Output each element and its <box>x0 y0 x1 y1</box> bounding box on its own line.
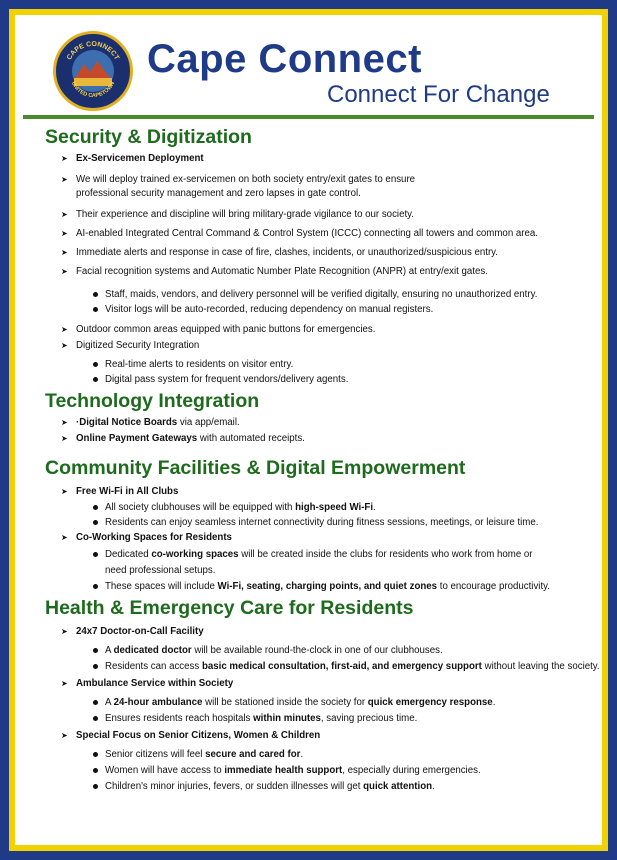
arrow-bullet-icon: ➤ <box>61 210 68 219</box>
item-bold-text: immediate health support <box>224 765 343 776</box>
item-bold-text: quick emergency response <box>367 697 493 708</box>
flyer-content <box>45 123 600 794</box>
item-text: These spaces will include <box>105 581 218 592</box>
item-text: A <box>105 645 114 656</box>
item-text: Digitized Security Integration <box>76 340 200 351</box>
item-text: Dedicated <box>105 549 152 560</box>
item-text: Ensures residents reach hospitals <box>105 713 254 724</box>
list-item <box>45 265 588 279</box>
item-bold-text: co-working spaces <box>151 549 239 560</box>
item-text: AI-enabled Integrated Central Command & Control System (ICCC) connecting all towers and common area. <box>76 228 538 239</box>
list-item <box>45 485 588 499</box>
sub-list-item <box>45 358 588 372</box>
item-bold-text: quick attention <box>363 781 433 792</box>
list-item <box>45 432 588 446</box>
item-text: Staff, maids, vendors, and delivery personnel will be verified digitally, ensuring no unauthorized entry. <box>105 289 538 300</box>
sub-list-item <box>45 373 588 387</box>
item-text: Outdoor common areas equipped with panic buttons for emergencies. <box>76 324 376 335</box>
sub-list-item <box>45 660 600 674</box>
item-text: Ambulance Service within Society <box>76 678 234 689</box>
item-text: Co-Working Spaces for Residents <box>76 532 232 543</box>
dot-bullet-icon <box>93 307 98 312</box>
item-text: Facial recognition systems and Automatic Number Plate Recognition (ANPR) at entry/exit gates. <box>76 266 488 277</box>
page-title: Cape Connect <box>147 37 422 81</box>
item-bold-text: high-speed Wi-Fi <box>295 502 374 513</box>
item-bold-text: within minutes <box>253 713 321 724</box>
dot-bullet-icon <box>93 648 98 653</box>
dot-bullet-icon <box>93 362 98 367</box>
dot-bullet-icon <box>93 716 98 721</box>
item-text: via app/email. <box>177 417 240 428</box>
logo-emblem-icon <box>56 34 130 108</box>
item-text: will be stationed inside the society for <box>202 697 368 708</box>
arrow-bullet-icon: ➤ <box>61 267 68 276</box>
list-item <box>45 323 588 337</box>
list-item <box>45 173 588 201</box>
item-text: Real-time alerts to residents on visitor entry. <box>105 359 294 370</box>
item-text: Immediate alerts and response in case of fire, clashes, incidents, or unauthorized/suspicious entry. <box>76 247 498 258</box>
list-item <box>45 625 588 639</box>
arrow-bullet-icon: ➤ <box>61 341 68 350</box>
sub-list-item <box>45 580 588 594</box>
item-bold-text: 24-hour ambulance <box>113 697 203 708</box>
item-text: Ex-Servicemen Deployment <box>76 153 204 164</box>
item-text: 24x7 Doctor-on-Call Facility <box>76 626 204 637</box>
item-text: Women will have access to <box>105 765 225 776</box>
item-text: . <box>300 749 304 760</box>
list-item <box>45 152 588 166</box>
section-heading-security: Security & Digitization <box>45 126 252 148</box>
item-text: Visitor logs will be auto-recorded, reducing dependency on manual registers. <box>105 304 434 315</box>
arrow-bullet-icon: ➤ <box>61 248 68 257</box>
list-item <box>45 339 588 353</box>
item-text: , saving precious time. <box>320 713 418 724</box>
item-text: , especially during emergencies. <box>342 765 481 776</box>
sub-list-item <box>45 516 588 530</box>
dot-bullet-icon <box>93 377 98 382</box>
item-text: Senior citizens will feel <box>105 749 206 760</box>
item-text: will be available round-the-clock in one of our clubhouses. <box>191 645 443 656</box>
item-text: All society clubhouses will be equipped with <box>105 502 296 513</box>
item-text: Residents can access <box>105 661 202 672</box>
sub-list-item <box>45 780 588 794</box>
dot-bullet-icon <box>93 552 98 557</box>
tagline: Connect For Change <box>327 81 550 108</box>
section-heading-community: Community Facilities & Digital Empowerment <box>45 457 466 479</box>
flyer-page <box>15 15 602 845</box>
arrow-bullet-icon: ➤ <box>61 154 68 163</box>
logo-top-text: CAPE CONNECT <box>65 40 121 62</box>
item-text: Free Wi-Fi in All Clubs <box>76 486 179 497</box>
item-bold-text: secure and cared for <box>205 749 301 760</box>
sub-list-item <box>45 712 588 726</box>
arrow-bullet-icon: ➤ <box>61 418 68 427</box>
arrow-bullet-icon: ➤ <box>61 679 68 688</box>
item-bold-text: dedicated doctor <box>113 645 192 656</box>
list-item <box>45 416 588 430</box>
sub-list-item <box>45 288 588 302</box>
arrow-bullet-icon: ➤ <box>61 627 68 636</box>
item-bold-text: Wi-Fi, seating, charging points, and quiet zones <box>217 581 438 592</box>
item-text-continued: need professional setups. <box>105 565 216 576</box>
sub-list-item <box>45 748 588 762</box>
item-bold-text: ·Digital Notice Boards <box>76 417 178 428</box>
item-text: A <box>105 697 114 708</box>
arrow-bullet-icon: ➤ <box>61 175 68 184</box>
item-text: Special Focus on Senior Citizens, Women & Children <box>76 730 321 741</box>
item-text: . <box>492 697 496 708</box>
item-bold-text: Online Payment Gateways <box>76 433 198 444</box>
list-item <box>45 729 588 743</box>
dot-bullet-icon <box>93 520 98 525</box>
item-text: Children's minor injuries, fevers, or sudden illnesses will get <box>105 781 364 792</box>
item-text: will be created inside the clubs for residents who work from home or <box>238 549 533 560</box>
item-text: without leaving the society. <box>481 661 600 672</box>
sub-list-item <box>45 644 588 658</box>
dot-bullet-icon <box>93 584 98 589</box>
sub-list-item <box>45 501 588 515</box>
section-heading-health: Health & Emergency Care for Residents <box>45 597 414 619</box>
item-text: . <box>373 502 376 513</box>
item-text-continued: professional security management and zero lapses in gate control. <box>76 188 361 199</box>
sub-list-item <box>45 303 588 317</box>
dot-bullet-icon <box>93 784 98 789</box>
list-item <box>45 246 588 260</box>
dot-bullet-icon <box>93 292 98 297</box>
arrow-bullet-icon: ➤ <box>61 229 68 238</box>
dot-bullet-icon <box>93 700 98 705</box>
arrow-bullet-icon: ➤ <box>61 487 68 496</box>
item-text: We will deploy trained ex-servicemen on both society entry/exit gates to ensure <box>76 174 416 185</box>
arrow-bullet-icon: ➤ <box>61 434 68 443</box>
item-text: Residents can enjoy seamless internet connectivity during fitness sessions, meetings, or leisure time. <box>105 517 539 528</box>
arrow-bullet-icon: ➤ <box>61 533 68 542</box>
list-item <box>45 227 588 241</box>
sub-list-item <box>45 548 588 578</box>
item-text: with automated receipts. <box>197 433 305 444</box>
arrow-bullet-icon: ➤ <box>61 731 68 740</box>
cape-connect-logo <box>53 31 133 111</box>
section-heading-technology: Technology Integration <box>45 390 260 412</box>
logo-bottom-text: UNITED CAPETOWN <box>69 80 117 100</box>
gold-border <box>9 9 608 851</box>
list-item <box>45 677 588 691</box>
item-text: to encourage productivity. <box>437 581 550 592</box>
sub-list-item <box>45 764 588 778</box>
sub-list-item <box>45 696 588 710</box>
item-text: . <box>432 781 435 792</box>
arrow-bullet-icon: ➤ <box>61 325 68 334</box>
list-item <box>45 531 588 545</box>
list-item <box>45 208 588 222</box>
dot-bullet-icon <box>93 752 98 757</box>
item-text: Digital pass system for frequent vendors/delivery agents. <box>105 374 349 385</box>
dot-bullet-icon <box>93 664 98 669</box>
item-bold-text: basic medical consultation, first-aid, and emergency support <box>201 661 482 672</box>
header-divider <box>23 115 594 119</box>
item-text: Their experience and discipline will bring military-grade vigilance to our society. <box>76 209 414 220</box>
dot-bullet-icon <box>93 505 98 510</box>
dot-bullet-icon <box>93 768 98 773</box>
